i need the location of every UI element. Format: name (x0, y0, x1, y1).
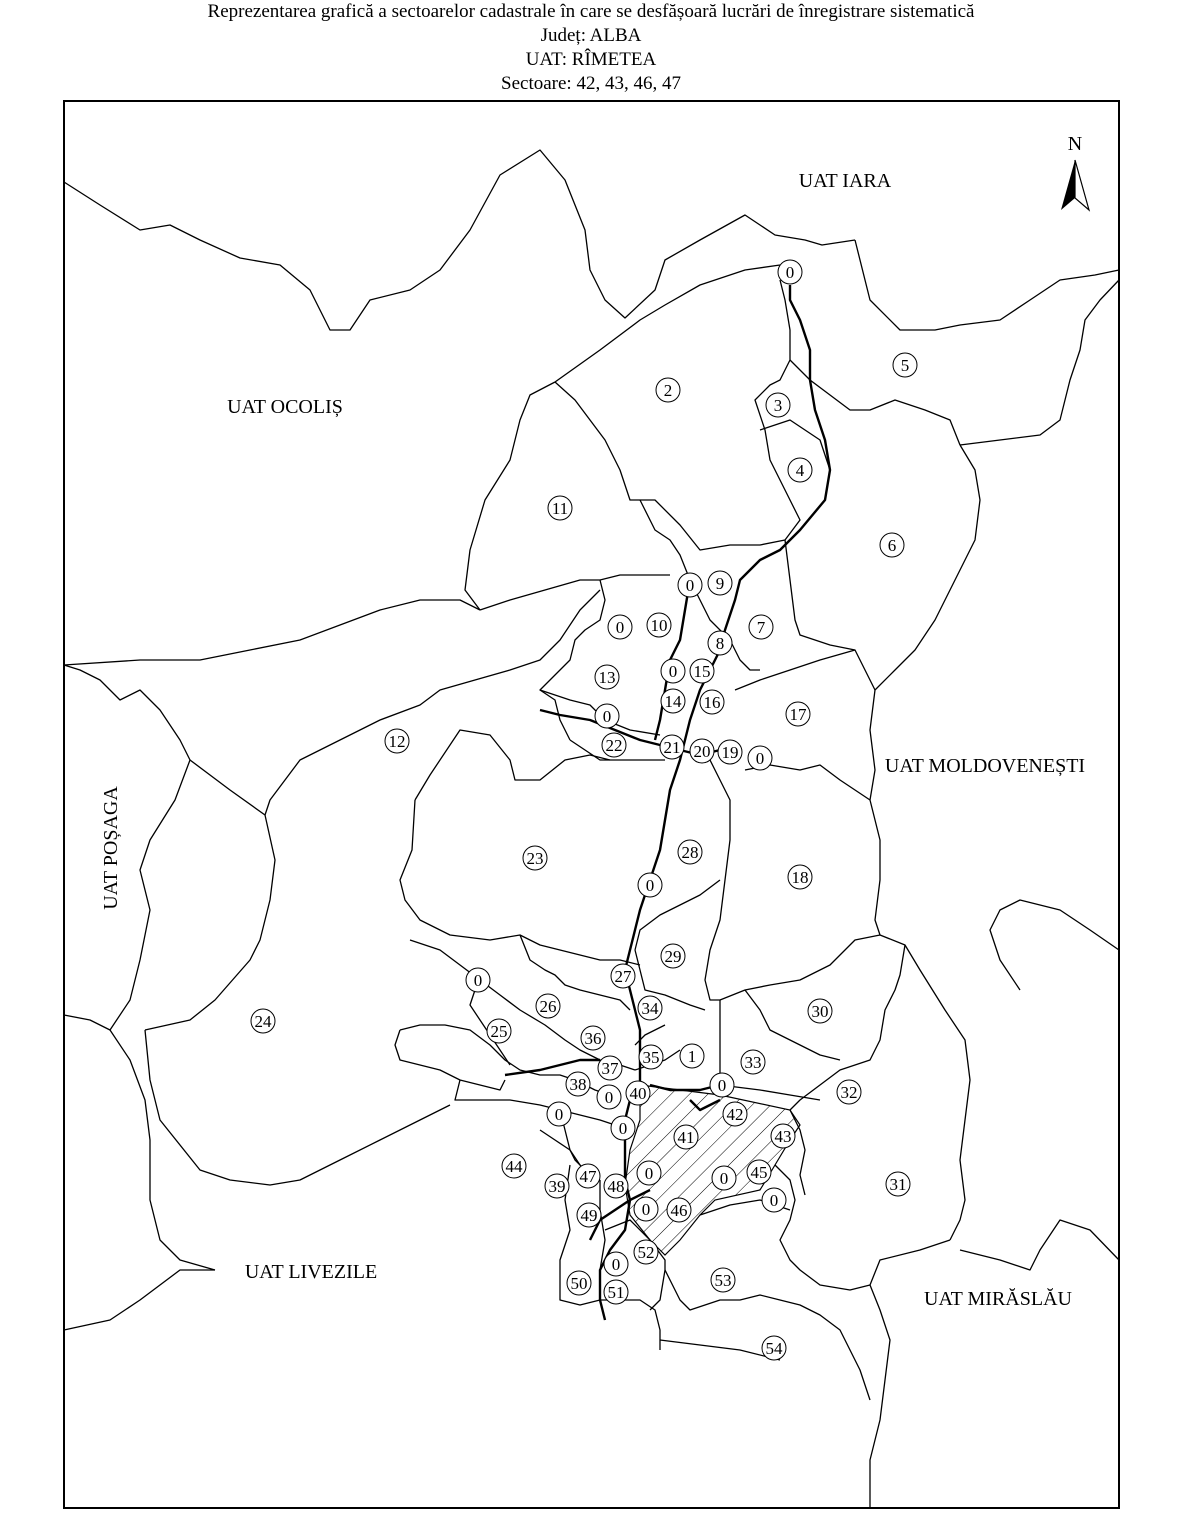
sector-label-0 (748, 746, 772, 770)
sector-label-2 (656, 378, 680, 402)
sector-number: 53 (714, 1271, 732, 1290)
sector-number: 50 (570, 1274, 588, 1293)
sector-label-1 (680, 1044, 704, 1068)
sector-number: 29 (664, 947, 682, 966)
sector-number: 51 (607, 1283, 625, 1302)
sector-label-33 (741, 1050, 765, 1074)
sector-label-32 (837, 1080, 861, 1104)
sector-label-18 (788, 865, 812, 889)
sector-number: 46 (670, 1201, 688, 1220)
sector-label-0 (634, 1197, 658, 1221)
sector-number: 0 (769, 1191, 779, 1210)
sector-label-49 (577, 1203, 601, 1227)
sector-label-24 (251, 1009, 275, 1033)
sector-number: 0 (785, 263, 795, 282)
sector-label-31 (886, 1172, 910, 1196)
sector-number: 20 (693, 742, 711, 761)
sector-label-10 (647, 613, 671, 637)
sector-number: 9 (715, 574, 725, 593)
sector-number: 15 (693, 662, 711, 681)
sector-number: 19 (721, 743, 739, 762)
sector-labels (251, 260, 917, 1360)
sector-label-21 (660, 735, 684, 759)
sector-number: 24 (254, 1012, 272, 1031)
sector-number: 13 (598, 668, 616, 687)
sector-label-3 (766, 393, 790, 417)
sector-label-50 (567, 1271, 591, 1295)
sector-number: 38 (569, 1075, 587, 1094)
sector-number: 36 (584, 1029, 602, 1048)
map-title: Reprezentarea grafică a sectoarelor cadastrale în care se desfășoară lucrări de înregistrare sistematică (207, 1, 975, 22)
sector-number: 0 (604, 1088, 614, 1107)
sector-number: 26 (539, 997, 557, 1016)
sector-number: 25 (490, 1022, 508, 1041)
sector-number: 42 (726, 1105, 744, 1124)
sector-label-0 (661, 659, 685, 683)
sector-label-54 (762, 1336, 786, 1360)
sector-label-36 (581, 1026, 605, 1050)
neighbor-label: UAT IARA (798, 170, 892, 192)
sector-label-26 (536, 994, 560, 1018)
sector-label-27 (611, 964, 635, 988)
sector-number: 4 (795, 461, 805, 480)
sector-label-16 (700, 690, 724, 714)
sector-label-46 (667, 1198, 691, 1222)
neighbor-labels (100, 170, 1085, 1310)
sector-label-29 (661, 944, 685, 968)
sector-number: 0 (554, 1105, 564, 1124)
sector-label-11 (548, 496, 572, 520)
sector-label-17 (786, 702, 810, 726)
sector-number: 28 (681, 843, 699, 862)
sector-label-0 (595, 704, 619, 728)
sector-number: 12 (388, 732, 406, 751)
sector-number: 0 (618, 1119, 628, 1138)
sector-label-22 (602, 733, 626, 757)
sector-number: 23 (526, 849, 544, 868)
sector-number: 0 (644, 1164, 654, 1183)
sector-label-15 (690, 659, 714, 683)
sector-number: 11 (551, 499, 569, 518)
sector-number: 7 (756, 618, 766, 637)
sector-number: 6 (887, 536, 897, 555)
sector-label-9 (708, 571, 732, 595)
sector-label-0 (547, 1102, 571, 1126)
neighbor-label: UAT MIRĂSLĂU (924, 1288, 1072, 1310)
uat-line: UAT: RÎMETEA (525, 49, 657, 70)
sector-label-20 (690, 739, 714, 763)
sector-number: 0 (685, 576, 695, 595)
sector-label-6 (880, 533, 904, 557)
sector-label-51 (604, 1280, 628, 1304)
sector-label-4 (788, 458, 812, 482)
sector-label-40 (626, 1081, 650, 1105)
sector-number: 0 (641, 1200, 651, 1219)
county-line: Județ: ALBA (540, 25, 642, 46)
sector-label-38 (566, 1072, 590, 1096)
sector-label-34 (638, 996, 662, 1020)
neighbor-label: UAT OCOLIȘ (227, 396, 343, 418)
sector-number: 27 (614, 967, 632, 986)
sector-label-19 (718, 740, 742, 764)
sector-label-5 (893, 353, 917, 377)
sector-label-44 (502, 1154, 526, 1178)
sector-label-28 (678, 840, 702, 864)
sector-number: 22 (605, 736, 623, 755)
sector-number: 0 (473, 971, 483, 990)
sector-label-23 (523, 846, 547, 870)
sector-number: 1 (687, 1047, 697, 1066)
sector-number: 16 (703, 693, 721, 712)
sector-label-42 (723, 1102, 747, 1126)
sector-number: 3 (773, 396, 783, 415)
sector-number: 0 (668, 662, 678, 681)
sector-number: 52 (637, 1243, 655, 1262)
sector-number: 45 (750, 1163, 768, 1182)
sector-number: 0 (602, 707, 612, 726)
sector-number: 33 (744, 1053, 762, 1072)
sector-number: 44 (505, 1157, 523, 1176)
neighbor-label: UAT LIVEZILE (244, 1261, 378, 1283)
sector-number: 10 (650, 616, 668, 635)
sector-number: 35 (642, 1048, 660, 1067)
sector-number: 54 (765, 1339, 783, 1358)
sector-label-0 (597, 1085, 621, 1109)
neighbor-label: UAT POȘAGA (100, 786, 122, 910)
sector-label-8 (708, 631, 732, 655)
sector-number: 30 (811, 1002, 829, 1021)
north-label: N (1067, 133, 1083, 155)
sector-number: 2 (663, 381, 673, 400)
sector-number: 32 (840, 1083, 858, 1102)
sector-number: 0 (719, 1169, 729, 1188)
sector-number: 41 (677, 1128, 695, 1147)
sector-number: 49 (580, 1206, 598, 1225)
sector-label-52 (634, 1240, 658, 1264)
sector-label-12 (385, 729, 409, 753)
sector-number: 31 (889, 1175, 907, 1194)
sector-label-47 (576, 1164, 600, 1188)
north-arrow (1061, 133, 1089, 210)
sector-label-0 (466, 968, 490, 992)
sector-number: 5 (900, 356, 910, 375)
sector-label-0 (762, 1188, 786, 1212)
sector-label-53 (711, 1268, 735, 1292)
sector-label-0 (712, 1166, 736, 1190)
sector-label-0 (611, 1116, 635, 1140)
sector-number: 18 (791, 868, 809, 887)
sector-number: 14 (664, 692, 682, 711)
sector-number: 40 (629, 1084, 647, 1103)
sector-label-0 (608, 615, 632, 639)
sector-number: 0 (755, 749, 765, 768)
sector-label-25 (487, 1019, 511, 1043)
sector-label-41 (674, 1125, 698, 1149)
sectors-line: Sectoare: 42, 43, 46, 47 (501, 73, 681, 94)
sector-label-39 (545, 1174, 569, 1198)
neighbor-label: UAT MOLDOVENEȘTI (884, 755, 1086, 777)
sector-label-0 (778, 260, 802, 284)
sector-number: 8 (715, 634, 725, 653)
sector-number: 34 (641, 999, 659, 1018)
sector-label-0 (638, 873, 662, 897)
sector-number: 0 (615, 618, 625, 637)
sector-label-13 (595, 665, 619, 689)
sector-label-48 (604, 1174, 628, 1198)
sector-number: 43 (774, 1127, 792, 1146)
sector-label-14 (661, 689, 685, 713)
sector-label-7 (749, 615, 773, 639)
sector-number: 21 (663, 738, 681, 757)
sector-number: 0 (611, 1255, 621, 1274)
sector-number: 47 (579, 1167, 597, 1186)
sector-number: 0 (717, 1076, 727, 1095)
sector-number: 48 (607, 1177, 625, 1196)
sector-number: 17 (789, 705, 807, 724)
sector-label-35 (639, 1045, 663, 1069)
sector-label-45 (747, 1160, 771, 1184)
sector-label-37 (598, 1056, 622, 1080)
sector-label-0 (637, 1161, 661, 1185)
sector-label-43 (771, 1124, 795, 1148)
sector-label-0 (678, 573, 702, 597)
sector-label-0 (710, 1073, 734, 1097)
sector-label-0 (604, 1252, 628, 1276)
sector-label-30 (808, 999, 832, 1023)
sector-number: 39 (548, 1177, 566, 1196)
sector-number: 37 (601, 1059, 619, 1078)
sector-number: 0 (645, 876, 655, 895)
